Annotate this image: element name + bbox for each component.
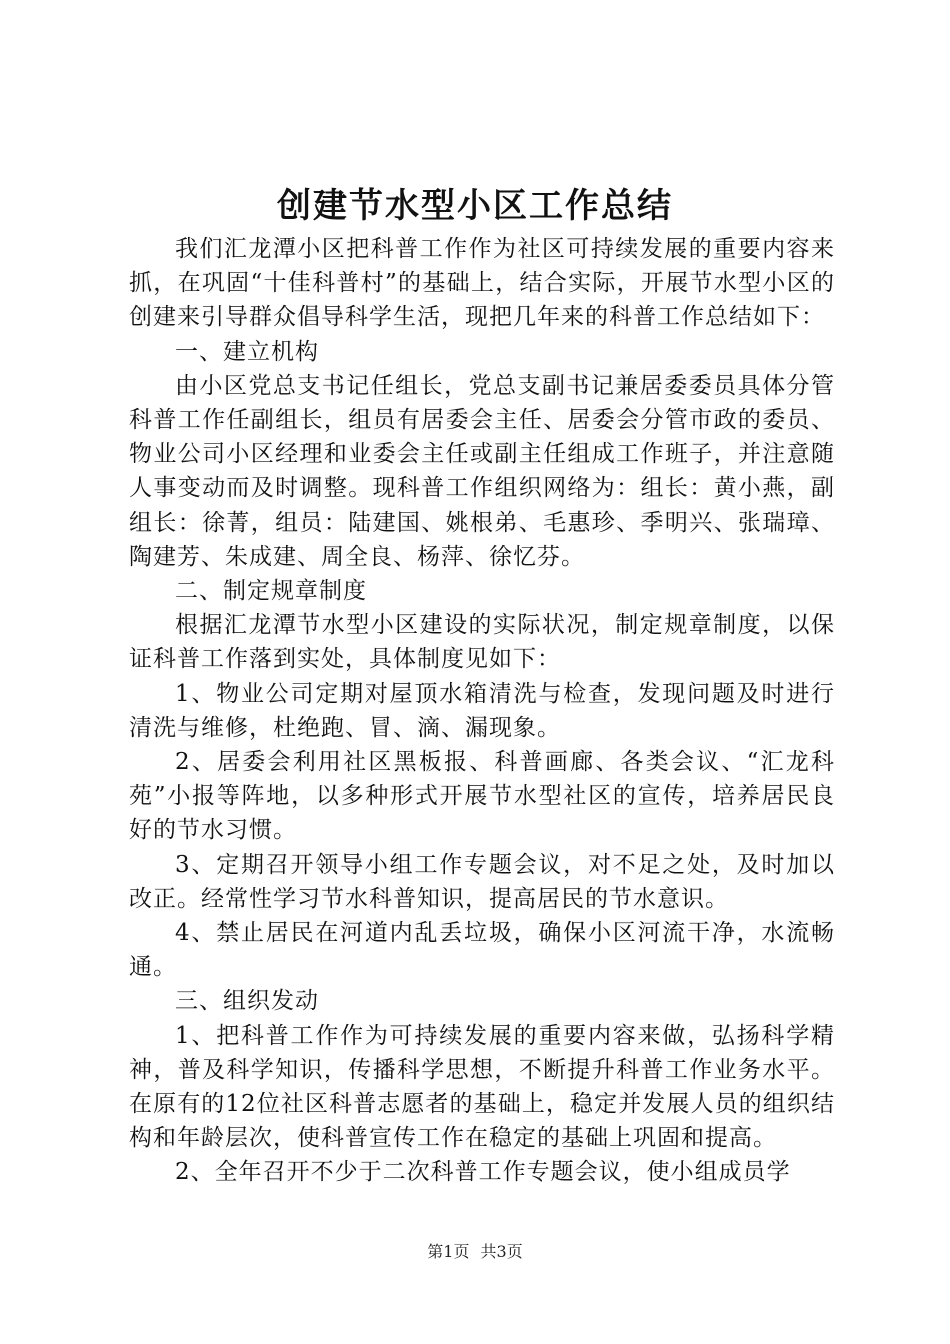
page-total: 共3页 — [480, 1242, 523, 1261]
mobilization-item-1: 1、把科普工作作为可持续发展的重要内容来做，弘扬科学精神，普及科学知识，传播科学思想，不断提升科普工作业务水平。在原有的12位社区科普志愿者的基础上，稳定并发展人员的组织结构和年龄层次，使科普宣传工作在稳定的基础上巩固和提高。 — [129, 1022, 835, 1152]
section-heading-2: 二、制定规章制度 — [175, 578, 367, 605]
rule-item-4: 4、禁止居民在河道内乱丢垃圾，确保小区河流干净，水流畅通。 — [129, 920, 835, 981]
mobilization-item-2: 2、全年召开不少于二次科普工作专题会议，使小组成员学 — [175, 1159, 791, 1186]
page-number: 第1页 — [427, 1242, 470, 1261]
rules-intro-paragraph: 根据汇龙潭节水型小区建设的实际状况，制定规章制度，以保证科普工作落到实处，具体制度见如下： — [129, 612, 835, 673]
rule-item-2: 2、居委会利用社区黑板报、科普画廊、各类会议、“汇龙科苑”小报等阵地，以多种形式开展节水型社区的宣传，培养居民良好的节水习惯。 — [129, 749, 835, 844]
rule-item-3: 3、定期召开领导小组工作专题会议，对不足之处，及时加以改正。经常性学习节水科普知识，提高居民的节水意识。 — [129, 851, 835, 912]
document-body — [129, 232, 835, 1190]
intro-paragraph: 我们汇龙潭小区把科普工作作为社区可持续发展的重要内容来抓，在巩固“十佳科普村”的基础上，结合实际，开展节水型小区的创建来引导群众倡导科学生活，现把几年来的科普工作总结如下： — [129, 236, 835, 331]
section-heading-3: 三、组织发动 — [175, 988, 319, 1015]
section-heading-1: 一、建立机构 — [175, 338, 319, 365]
page-footer — [0, 1240, 950, 1264]
rule-item-1: 1、物业公司定期对屋顶水箱清洗与检查，发现问题及时进行清洗与维修，杜绝跑、冒、滴、漏现象。 — [129, 680, 835, 741]
document-title: 创建节水型小区工作总结 — [277, 186, 673, 226]
organization-paragraph: 由小区党总支书记任组长，党总支副书记兼居委委员具体分管科普工作任副组长，组员有居委会主任、居委会分管市政的委员、物业公司小区经理和业委会主任或副主任组成工作班子，并注意随人事变动而及时调整。现科普工作组织网络为：组长：黄小燕，副组长：徐菁，组员：陆建国、姚根弟、毛惠珍、季明兴、张瑞璋、陶建芳、朱成建、周全良、杨萍、徐忆芬。 — [129, 372, 835, 570]
